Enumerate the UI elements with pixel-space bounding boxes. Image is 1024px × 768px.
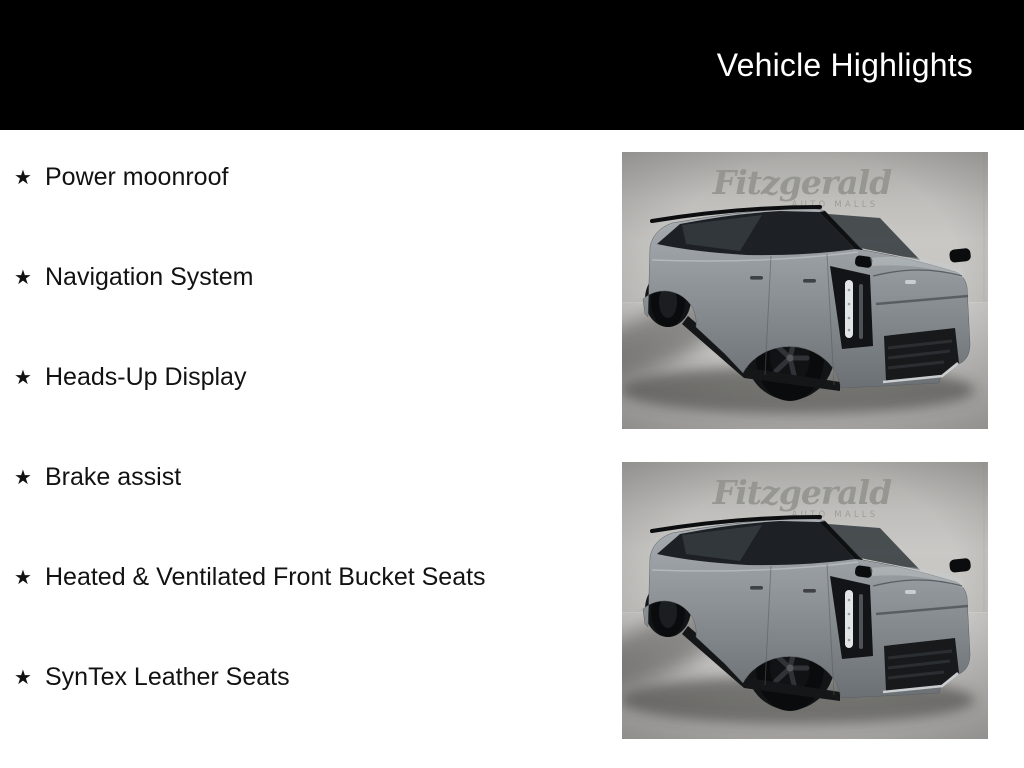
feature-label: SynTex Leather Seats xyxy=(45,663,290,691)
feature-item xyxy=(14,560,554,595)
star-bullet-icon: ★ xyxy=(14,165,32,189)
feature-item xyxy=(14,660,554,695)
feature-label: Heads-Up Display xyxy=(45,363,247,391)
feature-item xyxy=(14,360,554,395)
feature-item xyxy=(14,160,554,195)
feature-label: Navigation System xyxy=(45,263,254,291)
feature-item xyxy=(14,460,554,495)
star-bullet-icon: ★ xyxy=(14,465,32,489)
feature-label: Power moonroof xyxy=(45,163,229,191)
feature-label: Heated & Ventilated Front Bucket Seats xyxy=(45,563,486,591)
feature-list xyxy=(14,160,554,760)
star-bullet-icon: ★ xyxy=(14,265,32,289)
star-bullet-icon: ★ xyxy=(14,665,32,689)
star-bullet-icon: ★ xyxy=(14,565,32,589)
vehicle-photo-top xyxy=(622,152,988,429)
vehicle-photo-bottom xyxy=(622,462,988,739)
feature-item xyxy=(14,260,554,295)
page-title: Vehicle Highlights xyxy=(716,46,973,83)
star-bullet-icon: ★ xyxy=(14,365,32,389)
feature-label: Brake assist xyxy=(45,463,182,491)
header-bar xyxy=(0,0,1024,130)
